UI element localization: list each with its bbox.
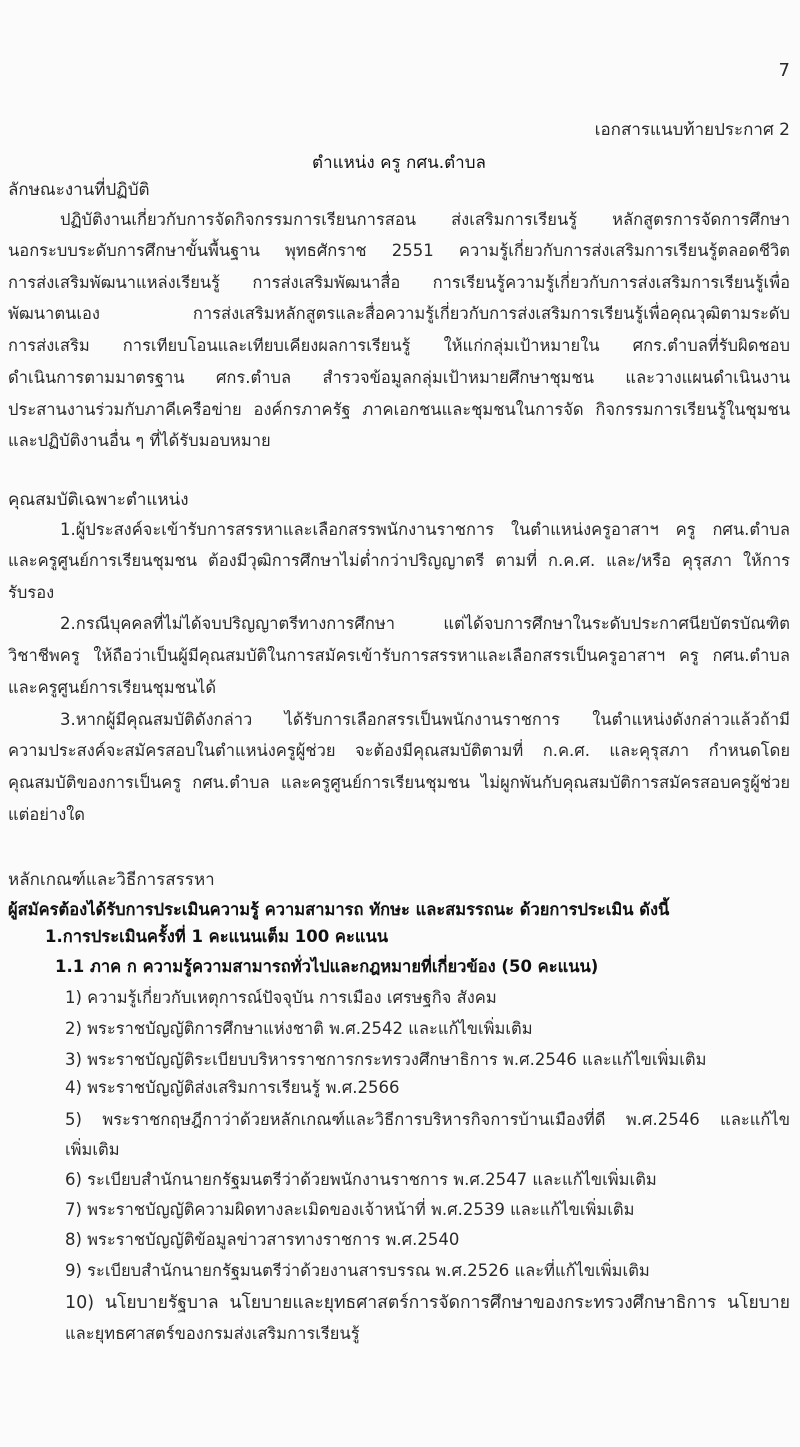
qualification-line: คุณสมบัติของการเป็นครู กศน.ตำบล และครูศูนย์การเรียนชุมชน ไม่ผูกพันกับคุณสมบัติการสมัครสอบครูผู้ช่วย <box>8 773 790 792</box>
duties-line: และปฏิบัติงานอื่น ๆ ที่ได้รับมอบหมาย <box>8 431 271 450</box>
duties-line: การส่งเสริมพัฒนาแหล่งเรียนรู้ การส่งเสริมพัฒนาสื่อ การเรียนรู้ความรู้เกี่ยวกับการส่งเสริมการเรียนรู้เพื่อ <box>8 273 790 292</box>
duties-line: ปฏิบัติงานเกี่ยวกับการจัดกิจกรรมการเรียนการสอน ส่งเสริมการเรียนรู้ หลักสูตรการจัดการศึกษา <box>60 210 790 229</box>
law-item: 4) พระราชบัญญัติส่งเสริมการเรียนรู้ พ.ศ.2566 <box>65 1078 400 1097</box>
part-a-heading: 1.1 ภาค ก ความรู้ความสามารถทั่วไปและกฎหมายที่เกี่ยวข้อง (50 คะแนน) <box>55 957 599 976</box>
criteria-intro: ผู้สมัครต้องได้รับการประเมินความรู้ ความสามารถ ทักษะ และสมรรถนะ ด้วยการประเมิน ดังนี้ <box>8 900 670 919</box>
qualifications-heading: คุณสมบัติเฉพาะตำแหน่ง <box>8 490 189 510</box>
law-item: และยุทธศาสตร์ของกรมส่งเสริมการเรียนรู้ <box>65 1324 360 1343</box>
law-item: 8) พระราชบัญญัติข้อมูลข่าวสารทางราชการ พ.ศ.2540 <box>65 1230 460 1249</box>
law-item: 3) พระราชบัญญัติระเบียบบริหารราชการกระทรวงศึกษาธิการ พ.ศ.2546 และแก้ไขเพิ่มเติม <box>65 1050 707 1069</box>
round1-heading: 1.การประเมินครั้งที่ 1 คะแนนเต็ม 100 คะแนน <box>45 927 389 946</box>
law-item: 9) ระเบียบสำนักนายกรัฐมนตรีว่าด้วยงานสารบรรณ พ.ศ.2526 และที่แก้ไขเพิ่มเติม <box>65 1261 650 1280</box>
qualification-line: 3.หากผู้มีคุณสมบัติดังกล่าว ได้รับการเลือกสรรเป็นพนักงานราชการ ในตำแหน่งดังกล่าวแล้วถ้ามี <box>60 710 790 729</box>
law-item: 7) พระราชบัญญัติความผิดทางละเมิดของเจ้าหน้าที่ พ.ศ.2539 และแก้ไขเพิ่มเติม <box>65 1200 635 1219</box>
criteria-heading: หลักเกณฑ์และวิธีการสรรหา <box>8 870 215 890</box>
qualification-line: ความประสงค์จะสมัครสอบในตำแหน่งครูผู้ช่วย จะต้องมีคุณสมบัติตามที่ ก.ค.ศ. และคุรุสภา กำหนดโดย <box>8 741 790 760</box>
page-title: ตำแหน่ง ครู กศน.ตำบล <box>312 153 486 173</box>
duties-line: ดำเนินการตามมาตรฐาน ศกร.ตำบล สำรวจข้อมูลกลุ่มเป้าหมายศึกษาชุมชน และวางแผนดำเนินงาน <box>8 368 790 387</box>
qualification-line: รับรอง <box>8 583 55 602</box>
duties-line: ประสานงานร่วมกับภาคีเครือข่าย องค์กรภาครัฐ ภาคเอกชนและชุมชนในการจัด กิจกรรมการเรียนรู้ในชุมชน <box>8 400 790 419</box>
annex-label: เอกสารแนบท้ายประกาศ 2 <box>594 120 790 140</box>
page-number: 7 <box>778 60 790 81</box>
law-item: 1) ความรู้เกี่ยวกับเหตุการณ์ปัจจุบัน การเมือง เศรษฐกิจ สังคม <box>65 988 497 1007</box>
duties-line: นอกระบบระดับการศึกษาขั้นพื้นฐาน พุทธศักราช 2551 ความรู้เกี่ยวกับการส่งเสริมการเรียนรู้ตลอดชีวิต <box>8 241 790 260</box>
qualification-line: แต่อย่างใด <box>8 805 86 824</box>
duties-heading: ลักษณะงานที่ปฏิบัติ <box>8 180 150 200</box>
duties-line: การส่งเสริม การเทียบโอนและเทียบเคียงผลการเรียนรู้ ให้แก่กลุ่มเป้าหมายใน ศกร.ตำบลที่รับผิดชอบ <box>8 336 790 355</box>
qualification-line: วิชาชีพครู ให้ถือว่าเป็นผู้มีคุณสมบัติในการสมัครเข้ารับการสรรหาและเลือกสรรเป็นครูอาสาฯ ครู กศน.ตำบล <box>8 646 790 665</box>
duties-line: พัฒนาตนเอง การส่งเสริมหลักสูตรและสื่อความรู้เกี่ยวกับการส่งเสริมการเรียนรู้เพื่อคุณวุฒิตามระดับ <box>8 304 790 323</box>
law-item: 2) พระราชบัญญัติการศึกษาแห่งชาติ พ.ศ.2542 และแก้ไขเพิ่มเติม <box>65 1019 533 1038</box>
qualification-line: และครูศูนย์การเรียนชุมชน ต้องมีวุฒิการศึกษาไม่ต่ำกว่าปริญญาตรี ตามที่ ก.ค.ศ. และ/หรือ คุรุสภา ให้การ <box>8 551 790 570</box>
law-item: เพิ่มเติม <box>65 1140 120 1159</box>
qualification-line: และครูศูนย์การเรียนชุมชนได้ <box>8 678 217 697</box>
law-item: 5) พระราชกฤษฎีกาว่าด้วยหลักเกณฑ์และวิธีการบริหารกิจการบ้านเมืองที่ดี พ.ศ.2546 และแก้ไข <box>65 1110 790 1129</box>
qualification-line: 2.กรณีบุคคลที่ไม่ได้จบปริญญาตรีทางการศึกษา แต่ได้จบการศึกษาในระดับประกาศนียบัตรบัณฑิต <box>60 614 790 633</box>
law-item: 6) ระเบียบสำนักนายกรัฐมนตรีว่าด้วยพนักงานราชการ พ.ศ.2547 และแก้ไขเพิ่มเติม <box>65 1170 657 1189</box>
law-item: 10) นโยบายรัฐบาล นโยบายและยุทธศาสตร์การจัดการศึกษาของกระทรวงศึกษาธิการ นโยบาย <box>65 1293 790 1313</box>
qualification-line: 1.ผู้ประสงค์จะเข้ารับการสรรหาและเลือกสรรพนักงานราชการ ในตำแหน่งครูอาสาฯ ครู กศน.ตำบล <box>60 520 790 539</box>
